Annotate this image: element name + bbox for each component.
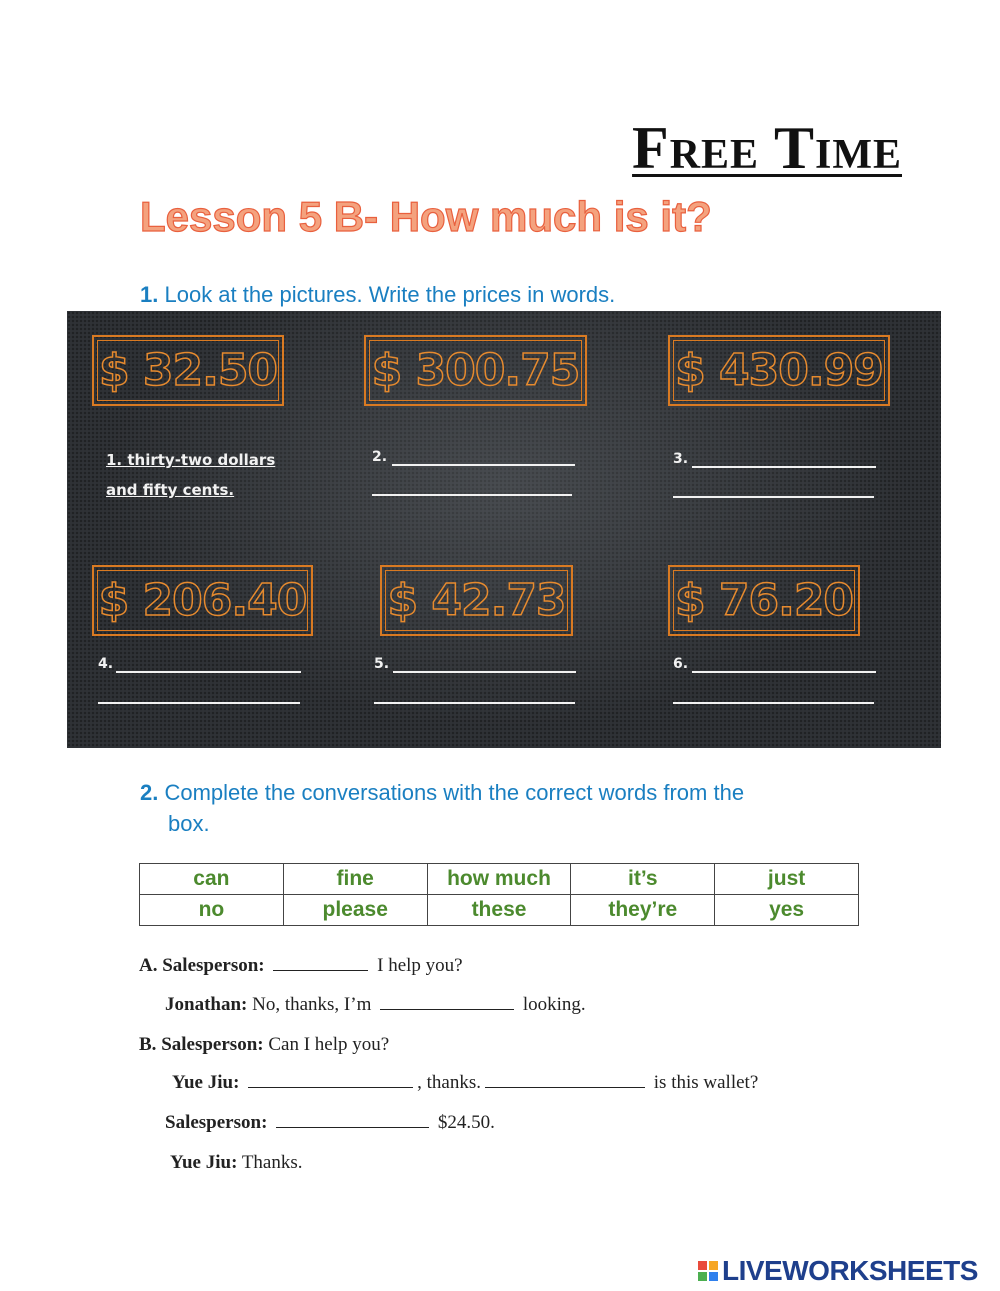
section2-instruction — [140, 777, 744, 808]
gap-b3[interactable] — [276, 1113, 429, 1128]
speaker-salesperson: Salesperson: — [161, 1034, 264, 1055]
section1-text: Look at the pictures. Write the prices in words. — [164, 282, 616, 307]
speaker-salesperson: Salesperson: — [162, 955, 265, 976]
dialogue-b-line2 — [172, 1072, 758, 1094]
dialogue-text: looking. — [522, 994, 586, 1015]
section2-number: 2. — [140, 780, 159, 805]
logo-mark-icon — [698, 1261, 718, 1281]
word-box — [139, 863, 859, 926]
logo-square-blue — [709, 1272, 718, 1281]
answer-2-blank-2[interactable] — [372, 494, 572, 496]
word-cell: these — [427, 895, 571, 926]
speaker-yue-jiu: Yue Jiu: — [172, 1072, 240, 1093]
word-box-row — [140, 864, 859, 895]
price-tag-2: $ 300.75 — [364, 335, 587, 406]
section2-text-line2: box. — [168, 811, 210, 836]
liveworksheets-logo[interactable] — [698, 1255, 978, 1287]
speaker-yue-jiu: Yue Jiu: — [170, 1152, 238, 1173]
dialogue-text: is this wallet? — [653, 1072, 759, 1093]
example-answer-line2: and fifty cents. — [106, 481, 235, 499]
dialogue-b-line1 — [139, 1034, 389, 1056]
dialogue-text: I help you? — [377, 955, 463, 976]
gap-a2[interactable] — [380, 995, 514, 1010]
answer-2-blank-1[interactable] — [392, 464, 575, 466]
answer-4-blank-1[interactable] — [116, 671, 301, 673]
gap-a1[interactable] — [273, 956, 368, 971]
example-answer-line1: 1. thirty-two dollars — [106, 451, 276, 469]
word-cell: it’s — [571, 864, 715, 895]
dialogue-a-line2 — [165, 994, 586, 1016]
dialogue-text: $24.50. — [437, 1112, 495, 1133]
answer-6-blank-2[interactable] — [673, 702, 874, 704]
dialogue-text: Can I help you? — [268, 1034, 390, 1055]
section1-number: 1. — [140, 282, 159, 307]
word-box-row — [140, 895, 859, 926]
logo-square-green — [698, 1272, 707, 1281]
answer-6-blank-1[interactable] — [692, 671, 876, 673]
word-cell: can — [140, 864, 284, 895]
logo-square-orange — [709, 1261, 718, 1270]
price-tag-4: $ 206.40 — [92, 565, 313, 636]
section2-text-line1: Complete the conversations with the correct words from the — [164, 780, 745, 805]
answer-5-blank-1[interactable] — [393, 671, 576, 673]
price-tag-5: $ 42.73 — [380, 565, 573, 636]
word-cell: please — [283, 895, 427, 926]
dialogue-text: , thanks. — [417, 1072, 482, 1093]
answer-3-label: 3. — [673, 451, 689, 467]
answer-3-blank-2[interactable] — [673, 496, 874, 498]
word-cell: they’re — [571, 895, 715, 926]
answer-2-label: 2. — [372, 449, 388, 465]
word-cell: fine — [283, 864, 427, 895]
price-tag-3: $ 430.99 — [668, 335, 890, 406]
lesson-title: Lesson 5 B- How much is it? — [140, 193, 712, 240]
dialogue-text: Thanks. — [241, 1152, 303, 1173]
word-cell: yes — [715, 895, 859, 926]
worksheet-title: Free Time — [632, 115, 902, 181]
gap-b1[interactable] — [248, 1073, 413, 1088]
price-tag-6: $ 76.20 — [668, 565, 860, 636]
gap-b2[interactable] — [485, 1073, 645, 1088]
answer-4-blank-2[interactable] — [98, 702, 300, 704]
word-cell: how much — [427, 864, 571, 895]
answer-3-blank-1[interactable] — [692, 466, 876, 468]
logo-text: LIVEWORKSHEETS — [722, 1255, 978, 1286]
price-tag-1: $ 32.50 — [92, 335, 284, 406]
answer-4-label: 4. — [98, 656, 114, 672]
speaker-jonathan: Jonathan: — [165, 994, 248, 1015]
answer-5-blank-2[interactable] — [374, 702, 575, 704]
dialogue-b-label: B. — [139, 1034, 157, 1055]
logo-square-red — [698, 1261, 707, 1270]
dialogue-b-line3 — [165, 1112, 495, 1134]
section1-instruction — [140, 279, 615, 310]
answer-6-label: 6. — [673, 656, 689, 672]
dialogue-a-label: A. — [139, 955, 158, 976]
dialogue-text: No, thanks, I’m — [252, 994, 372, 1015]
word-cell: no — [140, 895, 284, 926]
dialogue-a-line1 — [139, 955, 463, 977]
dialogue-b-line4 — [170, 1152, 303, 1174]
word-cell: just — [715, 864, 859, 895]
answer-5-label: 5. — [374, 656, 390, 672]
speaker-salesperson: Salesperson: — [165, 1112, 268, 1133]
